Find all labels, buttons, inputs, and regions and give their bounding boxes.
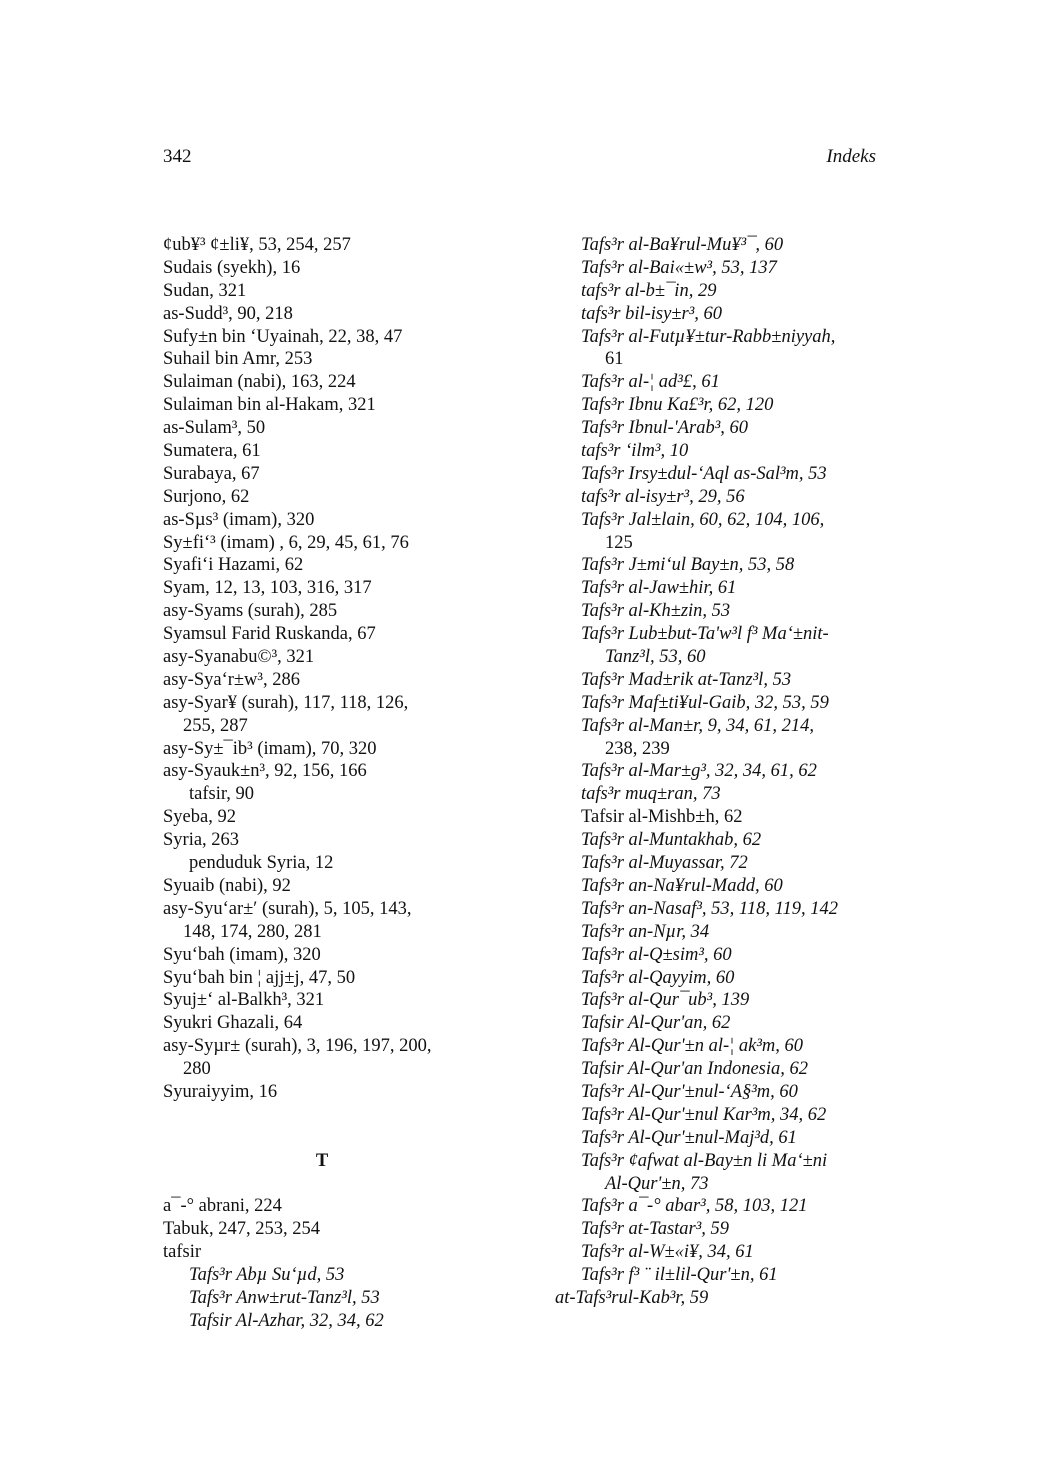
index-subentry: Tafs³r Al-Qur'±n al-¦ ak³m, 60 bbox=[581, 1036, 803, 1057]
index-entry-continuation: 148, 174, 280, 281 bbox=[183, 921, 322, 942]
index-subentry: tafs³r ‘ilm³, 10 bbox=[581, 441, 689, 462]
index-entry: Sudais (syekh), 16 bbox=[163, 257, 301, 278]
index-subentry: Tafs³r J±mi‘ul Bay±n, 53, 58 bbox=[581, 555, 795, 576]
index-entry: Syuj±‘ al-Balkh³, 321 bbox=[163, 990, 325, 1011]
index-column-left bbox=[163, 234, 543, 1333]
index-subentry: Tafsir Al-Azhar, 32, 34, 62 bbox=[189, 1310, 384, 1331]
index-entry: Syam, 12, 13, 103, 316, 317 bbox=[163, 578, 372, 599]
index-entry: ¢ub¥³ ¢±li¥, 53, 254, 257 bbox=[163, 235, 351, 255]
index-subentry: Tafs³r al-Mar±g³, 32, 34, 61, 62 bbox=[581, 761, 817, 782]
index-subentry: Tafs³r an-Nµr, 34 bbox=[581, 921, 710, 942]
index-subentry: Tafsir Al-Qur'an Indonesia, 62 bbox=[581, 1059, 809, 1080]
index-entry: Tabuk, 247, 253, 254 bbox=[163, 1219, 320, 1240]
index-entry: Syria, 263 bbox=[163, 830, 240, 851]
index-subentry: Tafs³r al-Man±r, 9, 34, 61, 214, bbox=[581, 715, 814, 736]
index-subentry: penduduk Syria, 12 bbox=[189, 853, 334, 874]
index-subentry: Tafs³r Ibnul-'Arab³, 60 bbox=[581, 418, 749, 439]
index-entry-continuation: 280 bbox=[183, 1059, 211, 1080]
index-subentry: Tafs³r Al-Qur'±nul Kar³m, 34, 62 bbox=[581, 1104, 827, 1125]
index-entry: Sufy±n bin ‘Uyainah, 22, 38, 47 bbox=[163, 326, 403, 347]
index-subentry: Tafs³r an-Nasaf³, 53, 118, 119, 142 bbox=[581, 898, 838, 919]
index-entry: asy-Syams (surah), 285 bbox=[163, 601, 338, 622]
index-subentry: Tafs³r a¯-° abar³, 58, 103, 121 bbox=[581, 1196, 808, 1217]
index-subentry: Tafs³r Lub±but-Ta'w³l f³ Ma‘±nit- bbox=[581, 624, 829, 645]
index-entry: Syeba, 92 bbox=[163, 807, 236, 828]
index-entry: at-Tafs³rul-Kab³r, 59 bbox=[555, 1287, 709, 1308]
index-subentry: Tafsir Al-Qur'an, 62 bbox=[581, 1013, 731, 1034]
index-subentry: tafs³r muq±ran, 73 bbox=[581, 784, 721, 805]
index-subentry: Tafs³r al-Ba¥rul-Mu¥³¯, 60 bbox=[581, 235, 784, 255]
index-subentry: Tafs³r al-Qur¯ub³, 139 bbox=[581, 990, 750, 1011]
index-subentry: tafsir, 90 bbox=[189, 784, 255, 805]
index-entry: asy-Sy±¯ib³ (imam), 70, 320 bbox=[163, 738, 377, 759]
index-entry: tafsir bbox=[163, 1242, 202, 1263]
index-subentry: Tafs³r an-Na¥rul-Madd, 60 bbox=[581, 875, 783, 896]
index-subentry: Tafs³r Anw±rut-Tanz³l, 53 bbox=[189, 1287, 380, 1308]
index-entry: as-Sµs³ (imam), 320 bbox=[163, 509, 315, 530]
index-entry-continuation: 255, 287 bbox=[183, 715, 248, 736]
index-entry: Syukri Ghazali, 64 bbox=[163, 1013, 303, 1034]
index-entry: Syafi‘i Hazami, 62 bbox=[163, 555, 304, 576]
index-subentry: Tafsir al-Mishb±h, 62 bbox=[581, 807, 743, 828]
index-subentry: Tafs³r al-¦ ad³£, 61 bbox=[581, 372, 720, 393]
page-number: 342 bbox=[163, 146, 192, 167]
index-subentry-continuation: 238, 239 bbox=[605, 738, 670, 759]
index-entry: Syu‘bah (imam), 320 bbox=[163, 944, 321, 965]
index-subentry: Tafs³r Abµ Su‘µd, 53 bbox=[189, 1265, 345, 1286]
index-subentry: Tafs³r Ibnu Ka£³r, 62, 120 bbox=[581, 395, 774, 416]
index-entry: Sy±fi‘³ (imam) , 6, 29, 45, 61, 76 bbox=[163, 532, 409, 553]
running-header-title: Indeks bbox=[826, 146, 876, 167]
index-entry: Sumatera, 61 bbox=[163, 441, 261, 462]
index-entry: Sulaiman bin al-Hakam, 321 bbox=[163, 395, 376, 416]
index-entry: Syamsul Farid Ruskanda, 67 bbox=[163, 624, 376, 645]
index-subentry-continuation: 61 bbox=[605, 349, 624, 370]
index-entry: asy-Syu‘ar±′ (surah), 5, 105, 143, bbox=[163, 898, 412, 919]
index-entry: as-Sulam³, 50 bbox=[163, 418, 266, 439]
index-subentry: Tafs³r at-Tastar³, 59 bbox=[581, 1219, 730, 1240]
index-entry: Sudan, 321 bbox=[163, 280, 247, 301]
index-subentry: Tafs³r Al-Qur'±nul-‘A§³m, 60 bbox=[581, 1081, 798, 1102]
index-entry: Syuraiyyim, 16 bbox=[163, 1081, 278, 1102]
index-subentry: Tafs³r al-Jaw±hir, 61 bbox=[581, 578, 737, 599]
index-subentry: Tafs³r Jal±lain, 60, 62, 104, 106, bbox=[581, 509, 825, 530]
index-entry: Syu‘bah bin ¦ ajj±j, 47, 50 bbox=[163, 967, 356, 988]
index-entry: asy-Syanabu©³, 321 bbox=[163, 647, 315, 668]
index-subentry: Tafs³r al-Qayyim, 60 bbox=[581, 967, 735, 988]
index-column-right bbox=[555, 234, 915, 1310]
index-subentry: Tafs³r Mad±rik at-Tanz³l, 53 bbox=[581, 669, 792, 690]
index-subentry: Tafs³r al-Q±sim³, 60 bbox=[581, 944, 732, 965]
index-subentry: Tafs³r al-Muyassar, 72 bbox=[581, 853, 748, 874]
index-subentry: Tafs³r Maf±ti¥ul-Gaib, 32, 53, 59 bbox=[581, 692, 829, 713]
index-entry: as-Sudd³, 90, 218 bbox=[163, 303, 293, 324]
index-entry: Surabaya, 67 bbox=[163, 463, 260, 484]
index-subentry: Tafs³r f³ ¨ il±lil-Qur'±n, 61 bbox=[581, 1265, 778, 1286]
index-subentry: Tafs³r al-W±«i¥, 34, 61 bbox=[581, 1242, 754, 1263]
index-subentry: Tafs³r Irsy±dul-‘Aql as-Sal³m, 53 bbox=[581, 463, 827, 484]
index-subentry: tafs³r al-b±¯in, 29 bbox=[581, 280, 717, 301]
index-entry: asy-Syauk±n³, 92, 156, 166 bbox=[163, 761, 367, 782]
index-subentry-continuation: Tanz³l, 53, 60 bbox=[605, 647, 706, 668]
index-subentry: Tafs³r ¢afwat al-Bay±n li Ma‘±ni bbox=[581, 1150, 828, 1171]
index-subentry-continuation: Al-Qur'±n, 73 bbox=[605, 1173, 709, 1194]
index-entry: asy-Sya‘r±w³, 286 bbox=[163, 669, 300, 690]
index-entry: Surjono, 62 bbox=[163, 486, 250, 507]
index-entry: Syuaib (nabi), 92 bbox=[163, 875, 291, 896]
index-entry: Sulaiman (nabi), 163, 224 bbox=[163, 372, 356, 393]
index-entry: asy-Syar¥ (surah), 117, 118, 126, bbox=[163, 692, 409, 713]
index-subentry: tafs³r al-isy±r³, 29, 56 bbox=[581, 486, 745, 507]
index-subentry: Tafs³r al-Muntakhab, 62 bbox=[581, 830, 762, 851]
index-subentry: Tafs³r al-Kh±zin, 53 bbox=[581, 601, 731, 622]
index-entry: a¯-° abrani, 224 bbox=[163, 1196, 282, 1217]
index-entry: asy-Syµr± (surah), 3, 196, 197, 200, bbox=[163, 1036, 432, 1057]
section-letter-heading: T bbox=[315, 1150, 329, 1171]
index-subentry: Tafs³r Al-Qur'±nul-Maj³d, 61 bbox=[581, 1127, 797, 1148]
index-subentry-continuation: 125 bbox=[605, 532, 633, 553]
index-entry: Suhail bin Amr, 253 bbox=[163, 349, 313, 370]
index-subentry: Tafs³r al-Bai«±w³, 53, 137 bbox=[581, 257, 777, 278]
index-subentry: Tafs³r al-Futµ¥±tur-Rabb±niyyah, bbox=[581, 326, 836, 347]
index-subentry: tafs³r bil-isy±r³, 60 bbox=[581, 303, 722, 324]
